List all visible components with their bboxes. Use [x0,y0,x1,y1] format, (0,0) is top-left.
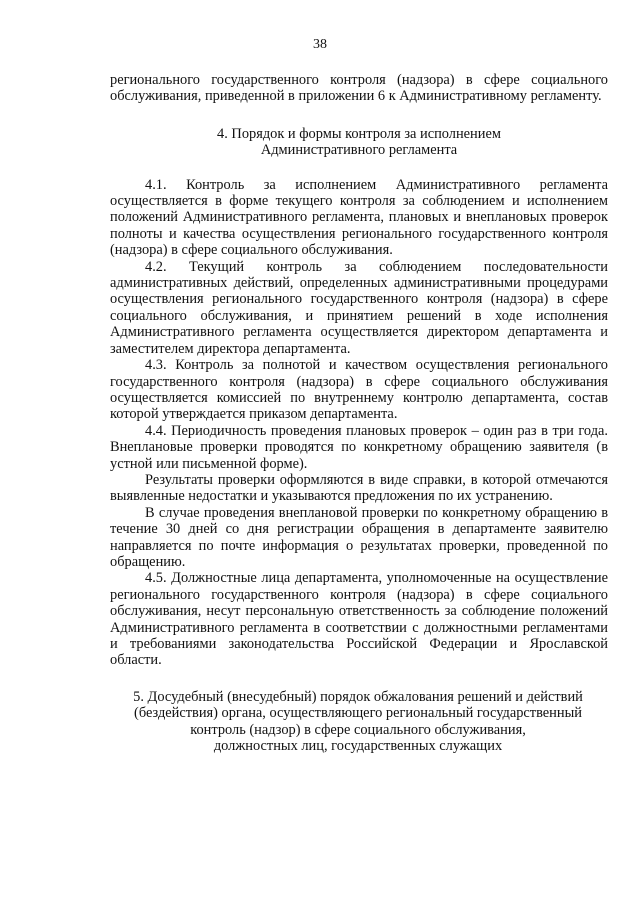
clause-4-2: 4.2. Текущий контроль за соблюдением последовательности административных действий, определенных административными процедурами осуществления регионального государственного контроля (надзора) в сфере социального обслуживания, и принятием решений в ходе исполнения Административного регламента осуществляется директором департамента и заместителем директора департамента. [110,258,608,357]
section-5-heading-line-3: контроль (надзор) в сфере социального обслуживания, [190,721,526,738]
clause-4-4-results: Результаты проверки оформляются в виде справки, в которой отмечаются выявленные недостатки и указываются предложения по их устранению. [110,471,608,505]
section-5-heading [110,689,608,755]
clause-4-4-unscheduled: В случае проведения внеплановой проверки по конкретному обращению в течение 30 дней со дня регистрации обращения в департаменте заявителю направляется по почте информация о результатах проверки, проведенной по обращению. [110,504,608,570]
section-4-heading [110,126,608,159]
continued-paragraph: регионального государственного контроля (надзора) в сфере социального обслуживания, приведенной в приложении 6 к Административному регламенту. [110,72,608,105]
page-number: 38 [313,37,327,52]
clause-4-1: 4.1. Контроль за исполнением Административного регламента осуществляется в форме текущего контроля за соблюдением и исполнением положений Административного регламента, плановых и внеплановых проверок полноты и качества осуществления регионального государственного контроля (надзора) в сфере социального обслуживания. [110,176,608,259]
clause-4-5: 4.5. Должностные лица департамента, уполномоченные на осуществление регионального государственного контроля (надзора) в сфере социального обслуживания, несут персональную ответственность за соблюдение положений Административного регламента в соответствии с должностными регламентами и требованиями законодательства Российской Федерации и Ярославской области. [110,570,608,669]
section-4-body [110,177,608,669]
section-5-heading-line-4: должностных лиц, государственных служащих [213,738,503,755]
section-5-heading-line-1: 5. Досудебный (внесудебный) порядок обжалования решений и действий [133,688,583,705]
page-content [110,72,608,754]
clause-4-3: 4.3. Контроль за полнотой и качеством осуществления регионального государственного контроля (надзора) в сфере социального обслуживания осуществляется комиссией по внутреннему контролю департамента, состав которой утверждается приказом департамента. [110,357,608,423]
section-4-heading-line-1: 4. Порядок и формы контроля за исполнением [217,125,501,142]
clause-4-4: 4.4. Периодичность проведения плановых проверок – один раз в три года. Внеплановые проверки проводятся по конкретному обращению заявителя (в устной или письменной форме). [110,422,608,472]
section-5-heading-line-2: (бездействия) органа, осуществляющего региональный государственный [134,705,582,722]
section-4-heading-line-2: Административного регламента [260,142,458,159]
